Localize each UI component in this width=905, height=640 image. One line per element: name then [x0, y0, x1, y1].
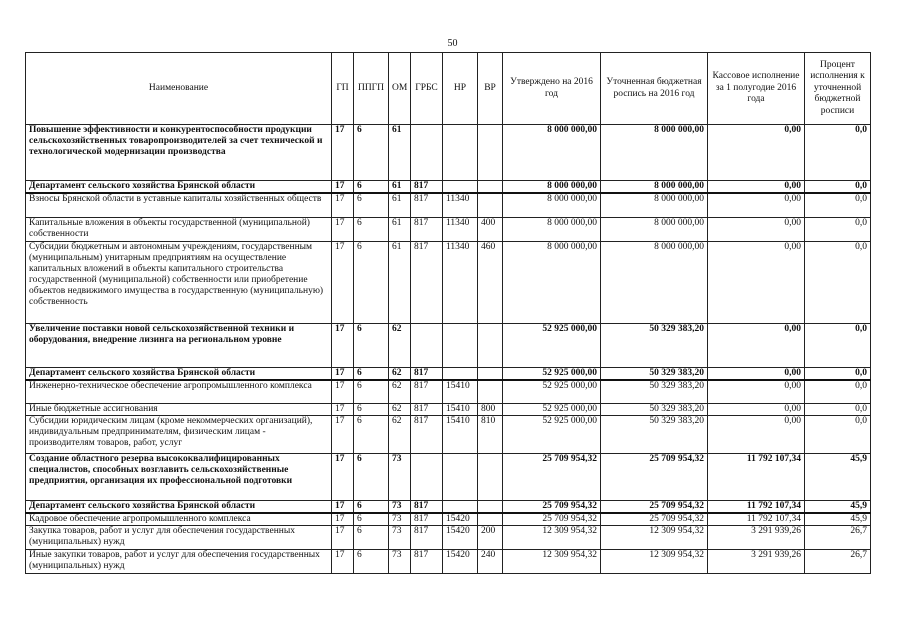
cell-percent: 0,0	[805, 416, 871, 454]
cell-nr: 15420	[443, 526, 478, 550]
cell-grbs	[411, 454, 443, 501]
cell-refined: 8 000 000,00	[601, 217, 708, 241]
cell-om: 62	[389, 367, 411, 380]
cell-approved: 25 709 954,32	[503, 513, 601, 526]
cell-om: 62	[389, 404, 411, 416]
cell-gp: 17	[332, 367, 354, 380]
cell-ppgp: 6	[354, 526, 389, 550]
table-row	[26, 501, 871, 514]
cell-cash: 11 792 107,34	[708, 454, 805, 501]
table-row	[26, 416, 871, 454]
cell-om: 61	[389, 193, 411, 217]
cell-gp: 17	[332, 380, 354, 404]
cell-vr: 460	[478, 241, 503, 323]
cell-approved: 52 925 000,00	[503, 380, 601, 404]
cell-percent: 45,9	[805, 513, 871, 526]
cell-vr	[478, 513, 503, 526]
cell-gp: 17	[332, 501, 354, 514]
table-row	[26, 125, 871, 181]
header-vr: ВР	[478, 53, 503, 125]
header-om: ОМ	[389, 53, 411, 125]
cell-percent: 0,0	[805, 367, 871, 380]
table-row	[26, 193, 871, 217]
cell-gp: 17	[332, 513, 354, 526]
cell-nr: 15410	[443, 416, 478, 454]
cell-nr: 11340	[443, 241, 478, 323]
cell-grbs: 817	[411, 404, 443, 416]
cell-cash: 0,00	[708, 404, 805, 416]
cell-grbs: 817	[411, 217, 443, 241]
header-nr: НР	[443, 53, 478, 125]
cell-gp: 17	[332, 416, 354, 454]
header-percent: Процент исполнения к уточненной бюджетной росписи	[805, 53, 871, 125]
cell-cash: 0,00	[708, 181, 805, 194]
cell-refined: 50 329 383,20	[601, 416, 708, 454]
cell-om: 73	[389, 501, 411, 514]
cell-om: 73	[389, 526, 411, 550]
cell-nr	[443, 501, 478, 514]
header-gp: ГП	[332, 53, 354, 125]
cell-grbs	[411, 125, 443, 181]
cell-refined: 50 329 383,20	[601, 323, 708, 367]
cell-ppgp: 6	[354, 323, 389, 367]
cell-vr	[478, 181, 503, 194]
header-cash: Кассовое исполнение за 1 полугодие 2016 года	[708, 53, 805, 125]
table-row	[26, 380, 871, 404]
cell-grbs: 817	[411, 550, 443, 574]
cell-approved: 25 709 954,32	[503, 501, 601, 514]
cell-cash: 11 792 107,34	[708, 501, 805, 514]
cell-approved: 52 925 000,00	[503, 404, 601, 416]
cell-cash: 3 291 939,26	[708, 526, 805, 550]
cell-name: Создание областного резерва высококвалифицированных специалистов, способных возглавить сельскохозяйственные предприятия, организация их профессиональной подготовки	[26, 454, 332, 501]
page-number: 50	[447, 38, 458, 49]
cell-om: 61	[389, 181, 411, 194]
cell-om: 61	[389, 241, 411, 323]
cell-name: Департамент сельского хозяйства Брянской области	[26, 501, 332, 514]
cell-grbs: 817	[411, 181, 443, 194]
table-row	[26, 181, 871, 194]
cell-om: 73	[389, 454, 411, 501]
cell-refined: 50 329 383,20	[601, 380, 708, 404]
cell-refined: 8 000 000,00	[601, 193, 708, 217]
table-row	[26, 367, 871, 380]
cell-nr	[443, 454, 478, 501]
cell-name: Повышение эффективности и конкурентоспособности продукции сельскохозяйственных товаропроизводителей за счет технической и технологической модернизации производства	[26, 125, 332, 181]
cell-ppgp: 6	[354, 241, 389, 323]
cell-refined: 50 329 383,20	[601, 367, 708, 380]
cell-vr	[478, 323, 503, 367]
cell-approved: 25 709 954,32	[503, 454, 601, 501]
table-row	[26, 550, 871, 574]
cell-approved: 8 000 000,00	[503, 181, 601, 194]
cell-refined: 25 709 954,32	[601, 501, 708, 514]
cell-gp: 17	[332, 125, 354, 181]
cell-vr: 240	[478, 550, 503, 574]
cell-refined: 8 000 000,00	[601, 181, 708, 194]
cell-grbs: 817	[411, 416, 443, 454]
table-row	[26, 217, 871, 241]
cell-percent: 26,7	[805, 550, 871, 574]
table-row	[26, 323, 871, 367]
cell-approved: 8 000 000,00	[503, 193, 601, 217]
table-row	[26, 241, 871, 323]
cell-grbs: 817	[411, 501, 443, 514]
cell-ppgp: 6	[354, 404, 389, 416]
cell-cash: 11 792 107,34	[708, 513, 805, 526]
cell-ppgp: 6	[354, 454, 389, 501]
cell-nr	[443, 367, 478, 380]
cell-grbs: 817	[411, 241, 443, 323]
cell-gp: 17	[332, 217, 354, 241]
cell-nr: 11340	[443, 193, 478, 217]
cell-ppgp: 6	[354, 217, 389, 241]
cell-vr	[478, 501, 503, 514]
cell-ppgp: 6	[354, 501, 389, 514]
cell-om: 62	[389, 416, 411, 454]
header-approved: Утверждено на 2016 год	[503, 53, 601, 125]
cell-nr: 15410	[443, 380, 478, 404]
cell-vr	[478, 193, 503, 217]
cell-om: 73	[389, 550, 411, 574]
cell-percent: 0,0	[805, 404, 871, 416]
header-name: Наименование	[26, 53, 332, 125]
cell-nr: 11340	[443, 217, 478, 241]
cell-grbs: 817	[411, 513, 443, 526]
cell-vr: 800	[478, 404, 503, 416]
cell-nr	[443, 323, 478, 367]
cell-refined: 12 309 954,32	[601, 526, 708, 550]
cell-name: Иные бюджетные ассигнования	[26, 404, 332, 416]
cell-name: Закупка товаров, работ и услуг для обеспечения государственных (муниципальных) нужд	[26, 526, 332, 550]
cell-gp: 17	[332, 241, 354, 323]
cell-gp: 17	[332, 323, 354, 367]
cell-cash: 0,00	[708, 323, 805, 367]
cell-percent: 0,0	[805, 323, 871, 367]
cell-name: Субсидии бюджетным и автономным учреждениям, государственным (муниципальным) унитарным предприятиям на осуществление капитальных вложений в объекты капитального строительства государственной (муниципальной) собственности или приобретение объектов недвижимого имущества в государственную (муниципальную) собственность	[26, 241, 332, 323]
cell-percent: 0,0	[805, 241, 871, 323]
cell-approved: 12 309 954,32	[503, 526, 601, 550]
cell-nr	[443, 125, 478, 181]
table-row	[26, 454, 871, 501]
cell-name: Взносы Брянской области в уставные капиталы хозяйственных обществ	[26, 193, 332, 217]
cell-name: Кадровое обеспечение агропромышленного комплекса	[26, 513, 332, 526]
cell-ppgp: 6	[354, 550, 389, 574]
cell-vr	[478, 380, 503, 404]
cell-percent: 0,0	[805, 125, 871, 181]
cell-percent: 45,9	[805, 454, 871, 501]
cell-ppgp: 6	[354, 513, 389, 526]
table-row	[26, 513, 871, 526]
header-row	[26, 53, 871, 125]
cell-gp: 17	[332, 454, 354, 501]
cell-cash: 0,00	[708, 125, 805, 181]
cell-refined: 8 000 000,00	[601, 125, 708, 181]
cell-grbs: 817	[411, 193, 443, 217]
cell-approved: 52 925 000,00	[503, 323, 601, 367]
cell-vr	[478, 125, 503, 181]
cell-vr: 200	[478, 526, 503, 550]
cell-om: 73	[389, 513, 411, 526]
cell-gp: 17	[332, 526, 354, 550]
cell-gp: 17	[332, 404, 354, 416]
header-ppgp: ППГП	[354, 53, 389, 125]
cell-vr: 400	[478, 217, 503, 241]
cell-cash: 0,00	[708, 367, 805, 380]
cell-grbs: 817	[411, 526, 443, 550]
cell-ppgp: 6	[354, 125, 389, 181]
cell-name: Департамент сельского хозяйства Брянской области	[26, 181, 332, 194]
cell-nr: 15410	[443, 404, 478, 416]
cell-grbs	[411, 323, 443, 367]
cell-grbs: 817	[411, 367, 443, 380]
cell-cash: 0,00	[708, 241, 805, 323]
cell-refined: 8 000 000,00	[601, 241, 708, 323]
cell-gp: 17	[332, 181, 354, 194]
cell-ppgp: 6	[354, 380, 389, 404]
cell-ppgp: 6	[354, 181, 389, 194]
cell-approved: 8 000 000,00	[503, 241, 601, 323]
cell-ppgp: 6	[354, 416, 389, 454]
cell-percent: 45,9	[805, 501, 871, 514]
cell-percent: 0,0	[805, 193, 871, 217]
cell-vr	[478, 454, 503, 501]
table-row	[26, 526, 871, 550]
cell-percent: 0,0	[805, 217, 871, 241]
cell-approved: 12 309 954,32	[503, 550, 601, 574]
cell-om: 62	[389, 323, 411, 367]
cell-name: Увеличение поставки новой сельскохозяйственной техники и оборудования, внедрение лизинга на региональном уровне	[26, 323, 332, 367]
cell-cash: 3 291 939,26	[708, 550, 805, 574]
cell-refined: 12 309 954,32	[601, 550, 708, 574]
cell-approved: 52 925 000,00	[503, 367, 601, 380]
budget-table	[25, 52, 871, 574]
cell-om: 62	[389, 380, 411, 404]
cell-om: 61	[389, 217, 411, 241]
cell-approved: 52 925 000,00	[503, 416, 601, 454]
cell-nr: 15420	[443, 550, 478, 574]
cell-name: Капитальные вложения в объекты государственной (муниципальной) собственности	[26, 217, 332, 241]
cell-name: Департамент сельского хозяйства Брянской области	[26, 367, 332, 380]
cell-percent: 0,0	[805, 380, 871, 404]
header-grbs: ГРБС	[411, 53, 443, 125]
cell-approved: 8 000 000,00	[503, 217, 601, 241]
cell-gp: 17	[332, 550, 354, 574]
cell-vr	[478, 367, 503, 380]
cell-nr	[443, 181, 478, 194]
cell-cash: 0,00	[708, 193, 805, 217]
cell-grbs: 817	[411, 380, 443, 404]
cell-gp: 17	[332, 193, 354, 217]
cell-ppgp: 6	[354, 193, 389, 217]
cell-refined: 25 709 954,32	[601, 454, 708, 501]
cell-nr: 15420	[443, 513, 478, 526]
header-refined: Уточненная бюджетная роспись на 2016 год	[601, 53, 708, 125]
cell-om: 61	[389, 125, 411, 181]
cell-name: Инженерно-техническое обеспечение агропромышленного комплекса	[26, 380, 332, 404]
cell-name: Иные закупки товаров, работ и услуг для обеспечения государственных (муниципальных) нужд	[26, 550, 332, 574]
cell-refined: 50 329 383,20	[601, 404, 708, 416]
cell-approved: 8 000 000,00	[503, 125, 601, 181]
cell-percent: 26,7	[805, 526, 871, 550]
cell-cash: 0,00	[708, 416, 805, 454]
cell-ppgp: 6	[354, 367, 389, 380]
cell-cash: 0,00	[708, 217, 805, 241]
cell-cash: 0,00	[708, 380, 805, 404]
cell-percent: 0,0	[805, 181, 871, 194]
cell-vr: 810	[478, 416, 503, 454]
cell-refined: 25 709 954,32	[601, 513, 708, 526]
cell-name: Субсидии юридическим лицам (кроме некоммерческих организаций), индивидуальным предпринимателям, физическим лицам - производителям товаров, работ, услуг	[26, 416, 332, 454]
table-row	[26, 404, 871, 416]
